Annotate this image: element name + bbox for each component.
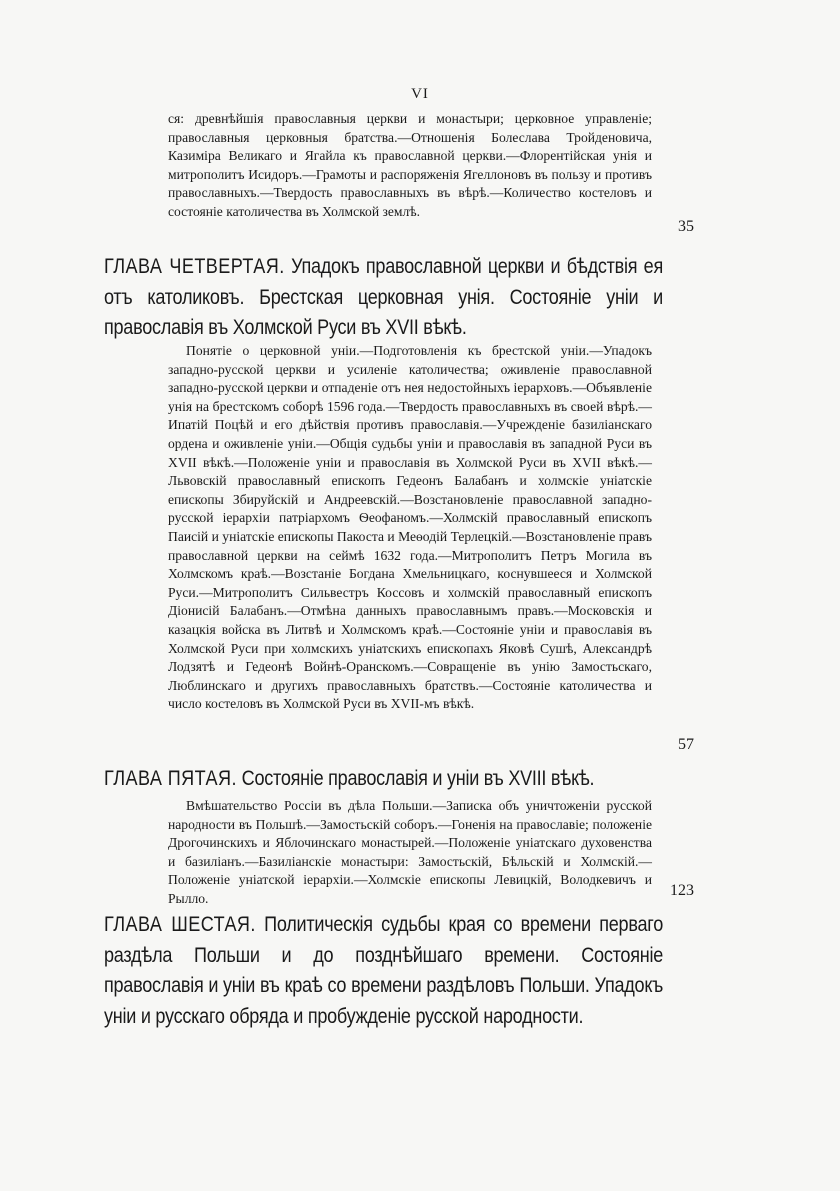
chapter-6-heading [104, 910, 663, 1032]
page-ref-123: 123 [670, 882, 694, 899]
chapter-4-title: Упадокъ православной церкви и бѣдствія ея отъ католиковъ. Брестская церковная унія. Состояніе уніи и православія въ Холмской Руси въ XVII вѣкѣ. [104, 255, 663, 339]
section-summary-continued: ся: древнѣйшія православныя церкви и монастыри; церковное управленіе; православныя церковныя братства.—Отношенія Болеслава Тройденовича, Казиміра Великаго и Ягайла къ православной церкви.—Флорентійская унія и митрополитъ Исидоръ.—Грамоты и распоряженія Ягеллоновъ въ пользу и противъ православныхъ.—Твердость православныхъ въ вѣрѣ.—Количество костеловъ и состояніе католичества въ Холмской землѣ. [168, 111, 652, 219]
chapter-5-heading [104, 764, 663, 795]
chapter-5-title: Состояніе православія и уніи въ XVIII вѣкѣ. [241, 767, 595, 790]
chapter-4-label: ГЛАВА ЧЕТВЕРТАЯ. [104, 255, 285, 278]
page-ref-57: 57 [678, 736, 694, 753]
chapter-6-label: ГЛАВА ШЕСТАЯ. [104, 913, 256, 936]
chapter-5-label: ГЛАВА ПЯТАЯ. [104, 767, 237, 790]
chapter-4-summary: Понятіе о церковной уніи.—Подготовленія къ брестской уніи.—Упадокъ западно-русской церкви и усиленіе католичества; оживленіе православной западно-русской церкви и отпаденіе отъ нея недостойныхъ іерарховъ.—Объявленіе унія на брестскомъ соборѣ 1596 года.—Твердость православныхъ въ своей вѣрѣ.—Ипатій Поцѣй и его дѣйствія противъ православія.—Учрежденіе базиліанскаго ордена и оживленіе уніи.—Общія судьбы уніи и православія въ западной Руси въ XVII вѣкѣ.—Положеніе уніи и православія въ Холмской Руси въ XVII вѣкѣ.—Львовскій православный епископъ Гедеонъ Балабанъ и холмскіе уніатскіе епископы Збируйскій и Андреевскій.—Возстановленіе православной западно-русской іерархіи патріархомъ Ѳеофаномъ.—Холмскій православный епископъ Паисій и уніатскіе епископы Пакоста и Меѳодій Терлецкій.—Возстановленіе правъ православной церкви на сеймѣ 1632 года.—Митрополитъ Петръ Могила въ Холмскомъ краѣ.—Возстаніе Богдана Хмельницкаго, коснувшееся и Холмской Руси.—Митрополитъ Сильвестръ Коссовъ и холмскій православный епископъ Діонисій Балабанъ.—Отмѣна данныхъ православнымъ правъ.—Московскія и казацкія войска въ Литвѣ и Холмскомъ краѣ.—Состояніе уніи и православія въ Холмской Руси при холмскихъ уніатскихъ епископахъ Яковѣ Сушѣ, Александрѣ Лодзятѣ и Гедеонѣ Войнѣ-Оранскомъ.—Совращеніе въ унію Замостьскаго, Люблинскаго и другихъ православныхъ братствъ.—Состояніе католичества и число костеловъ въ Холмской Руси въ XVII-мъ вѣкѣ. [168, 343, 652, 712]
chapter-6-title: Политическія судьбы края со времени перваго раздѣла Польши и до позднѣйшаго времени. Состояніе православія и уніи въ краѣ со времени раздѣловъ Польши. Упадокъ уніи и русскаго обряда и пробужденіе русской народности. [104, 913, 663, 1028]
page-ref-35: 35 [678, 218, 694, 235]
chapter-4-heading [104, 252, 663, 344]
page-number: VI [411, 86, 429, 102]
chapter-5-summary: Вмѣшательство Россіи въ дѣла Польши.—Записка объ уничтоженіи русской народности въ Польшѣ.—Замостьскій соборъ.—Гоненія на православіе; положеніе Дрогочинскихъ и Яблочинскаго монастырей.—Положеніе уніатскаго духовенства и базиліанъ.—Базиліанскіе монастыри: Замостьскій, Бѣльскій и Холмскій.—Положеніе уніатской іерархіи.—Холмскіе епископы Левицкій, Володкевичъ и Рылло. [168, 798, 652, 906]
